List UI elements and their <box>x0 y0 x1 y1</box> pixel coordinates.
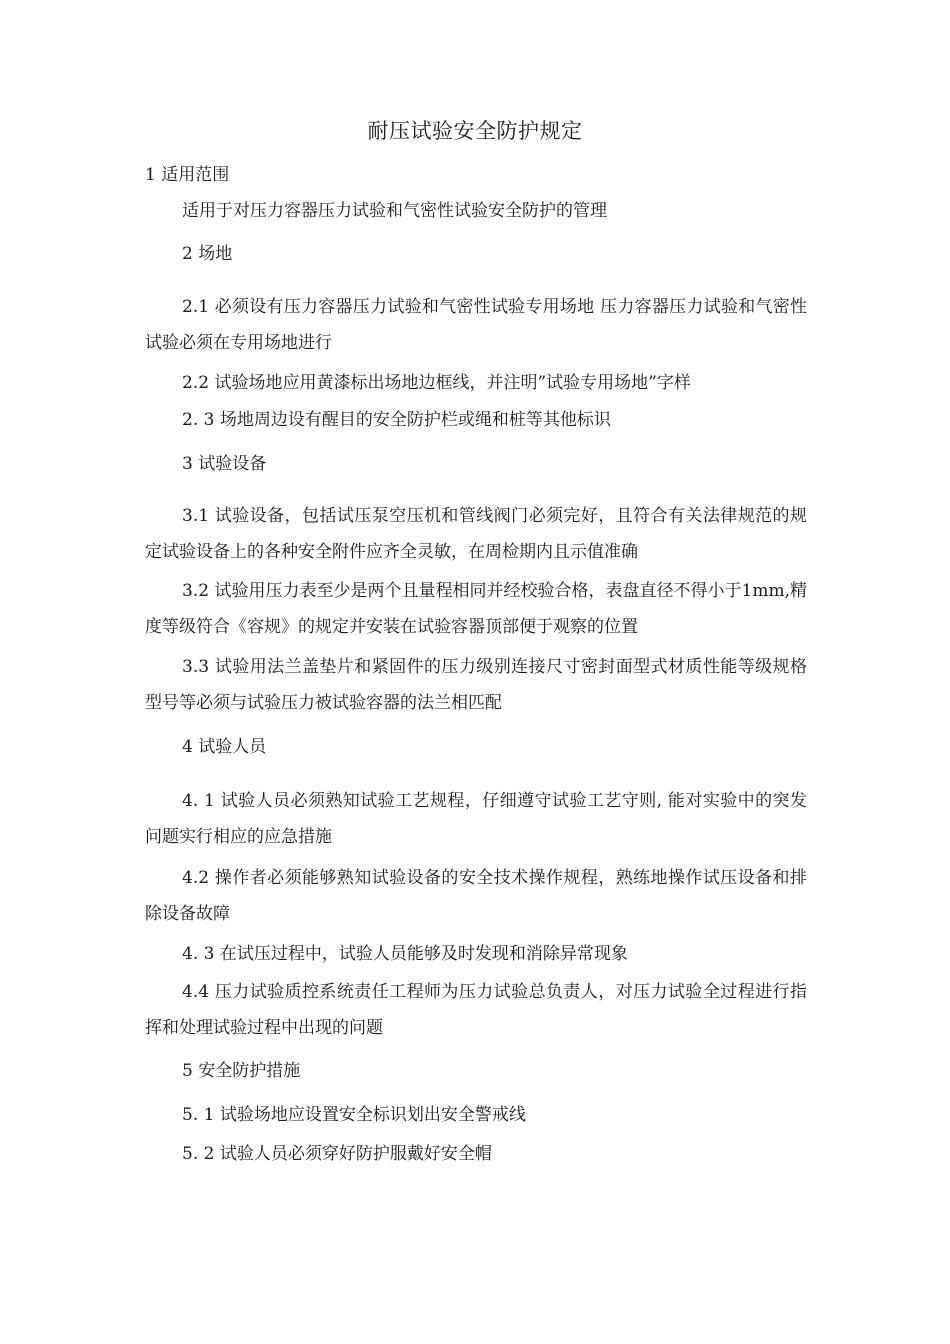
section-2-heading: 2 场地 <box>182 244 233 264</box>
section-3-heading: 3 试验设备 <box>182 454 267 474</box>
section-4-heading: 4 试验人员 <box>182 737 267 757</box>
section-4-paragraph-4: 4.4 压力试验质控系统责任工程师为压力试验总负责人，对压力试验全过程进行指挥和处理试验过程中出现的问题 <box>145 982 807 1038</box>
section-3-paragraph-3: 3.3 试验用法兰盖垫片和紧固件的压力级别连接尺寸密封面型式材质性能等级规格型号等必须与试验压力被试验容器的法兰相匹配 <box>145 657 807 713</box>
section-3-paragraph-1: 3.1 试验设备，包括试压泵空压机和管线阀门必须完好，且符合有关法律规范的规定试验设备上的各种安全附件应齐全灵敏，在周检期内且示值准确 <box>145 506 807 562</box>
section-5-heading: 5 安全防护措施 <box>182 1061 301 1081</box>
section-4-paragraph-1: 4. 1 试验人员必须熟知试验工艺规程，仔细遵守试验工艺守则, 能对实验中的突发问题实行相应的应急措施 <box>145 791 807 847</box>
section-4-paragraph-2: 4.2 操作者必须能够熟知试验设备的安全技术操作规程，熟练地操作试压设备和排除设备故障 <box>145 868 807 924</box>
section-2-paragraph-3: 2. 3 场地周边设有醒目的安全防护栏或绳和桩等其他标识 <box>182 410 611 430</box>
section-3-paragraph-2: 3.2 试验用压力表至少是两个且量程相同并经校验合格，表盘直径不得小于1mm,精度等级符合《容规》的规定并安装在试验容器顶部便于观察的位置 <box>145 581 807 637</box>
section-5-paragraph-2: 5. 2 试验人员必须穿好防护服戴好安全帽 <box>182 1144 492 1164</box>
section-1-body: 适用于对压力容器压力试验和气密性试验安全防护的管理 <box>182 201 607 221</box>
section-4-paragraph-3: 4. 3 在试压过程中，试验人员能够及时发现和消除异常现象 <box>182 944 628 964</box>
section-5-paragraph-1: 5. 1 试验场地应设置安全标识划出安全警戒线 <box>182 1105 526 1125</box>
section-2-paragraph-1: 2.1 必须设有压力容器压力试验和气密性试验专用场地 压力容器压力试验和气密性试验必须在专用场地进行 <box>145 297 807 353</box>
document-title: 耐压试验安全防护规定 <box>367 119 583 143</box>
section-2-paragraph-2: 2.2 试验场地应用黄漆标出场地边框线，并注明”试验专用场地”字样 <box>182 373 691 393</box>
section-1-heading: 1 适用范围 <box>145 165 230 185</box>
